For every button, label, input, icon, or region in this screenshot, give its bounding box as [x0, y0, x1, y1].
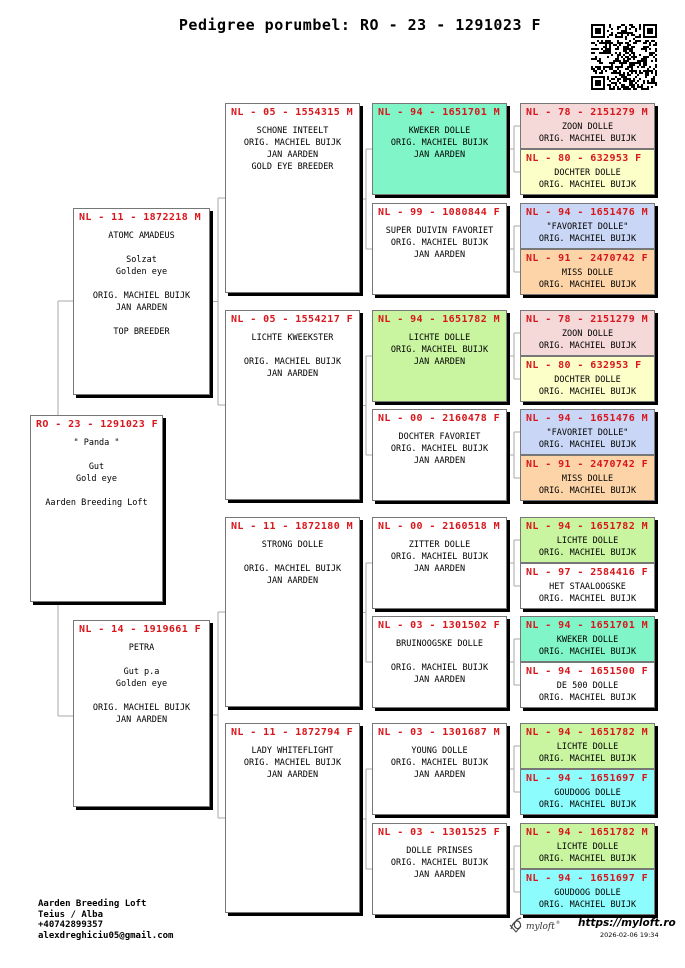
- ring-number: NL - 78 - 2151279 M: [526, 107, 648, 118]
- ring-number: NL - 03 - 1301687 M: [378, 727, 500, 738]
- pigeon-details: [373, 125, 506, 161]
- ring-number: NL - 80 - 632953 F: [526, 153, 642, 164]
- detail-line: ORIG. MACHIEL BUIJK: [538, 134, 637, 144]
- detail-line: ZOON DOLLE: [561, 122, 614, 132]
- great-grandparent-card[interactable]: [372, 616, 507, 708]
- detail-line: LICHTE KWEEKSTER: [251, 333, 334, 343]
- detail-line: STRONG DOLLE: [261, 540, 324, 550]
- ring-number: NL - 11 - 1872218 M: [79, 212, 201, 223]
- detail-line: "FAVORIET DOLLE": [546, 222, 629, 232]
- ring-number: NL - 91 - 2470742 F: [526, 253, 648, 264]
- detail-line: JAN AARDEN: [115, 715, 168, 725]
- great-grandparent-card[interactable]: [372, 517, 507, 609]
- detail-line: ORIG. MACHIEL BUIJK: [390, 858, 489, 868]
- gen4-ancestor-card[interactable]: [520, 103, 655, 149]
- great-grandparent-card[interactable]: [372, 723, 507, 815]
- ring-number: NL - 05 - 1554315 M: [231, 107, 353, 118]
- detail-line: DOCHTER DOLLE: [554, 375, 621, 385]
- detail-line: Gut: [88, 462, 105, 472]
- gen4-ancestor-card[interactable]: [520, 356, 655, 402]
- great-grandparent-card[interactable]: [372, 203, 507, 295]
- great-grandparent-card[interactable]: [372, 103, 507, 195]
- ring-number: NL - 05 - 1554217 F: [231, 314, 353, 325]
- pigeon-details: [521, 787, 654, 811]
- detail-line: LICHTE DOLLE: [408, 333, 471, 343]
- detail-line: JAN AARDEN: [413, 564, 466, 574]
- detail-line: TOP BREEDER: [113, 327, 170, 337]
- detail-line: BRUINOOGSKE DOLLE: [396, 639, 483, 649]
- detail-line: JAN AARDEN: [266, 770, 319, 780]
- pigeon-details: [521, 841, 654, 865]
- detail-line: Gut p.a: [123, 667, 160, 677]
- detail-line: ORIG. MACHIEL BUIJK: [538, 754, 637, 764]
- page-title: Pedigree porumbel: RO - 23 - 1291023 F: [178, 16, 542, 34]
- pigeon-details: [521, 121, 654, 145]
- myloft-logo: [507, 915, 569, 935]
- gen4-ancestor-card[interactable]: [520, 455, 655, 501]
- detail-line: YOUNG DOLLE: [411, 746, 468, 756]
- detail-line: JAN AARDEN: [266, 150, 319, 160]
- detail-line: ORIG. MACHIEL BUIJK: [538, 647, 637, 657]
- ring-number: NL - 94 - 1651697 F: [526, 773, 648, 784]
- breeder-location: Teius / Alba: [38, 909, 104, 920]
- pigeon-details: [521, 328, 654, 352]
- detail-line: [74, 690, 209, 702]
- great-grandparent-card[interactable]: [372, 823, 507, 915]
- detail-line: ORIG. MACHIEL BUIJK: [243, 357, 342, 367]
- detail-line: ZOON DOLLE: [561, 329, 614, 339]
- pigeon-details: [373, 845, 506, 881]
- detail-line: ORIG. MACHIEL BUIJK: [538, 180, 637, 190]
- detail-line: KWEKER DOLLE: [408, 126, 471, 136]
- ring-number: NL - 91 - 2470742 F: [526, 459, 648, 470]
- ring-number: NL - 78 - 2151279 M: [526, 314, 648, 325]
- pigeon-details: [521, 427, 654, 451]
- ring-number: NL - 94 - 1651476 M: [526, 207, 648, 218]
- detail-line: JAN AARDEN: [266, 576, 319, 586]
- sire-card[interactable]: [73, 208, 210, 395]
- pigeon-details: [373, 225, 506, 261]
- ring-number: NL - 80 - 632953 F: [526, 360, 642, 371]
- breeder-email: alexdreghiciu05@gmail.com: [38, 930, 174, 941]
- detail-line: ORIG. MACHIEL BUIJK: [390, 238, 489, 248]
- detail-line: ORIG. MACHIEL BUIJK: [538, 693, 637, 703]
- ring-number: NL - 11 - 1872794 F: [231, 727, 353, 738]
- detail-line: ORIG. MACHIEL BUIJK: [243, 138, 342, 148]
- pigeon-details: [31, 437, 162, 509]
- detail-line: "FAVORIET DOLLE": [546, 428, 629, 438]
- ring-number: NL - 03 - 1301502 F: [378, 620, 500, 631]
- pigeon-details: [373, 638, 506, 686]
- ring-number: NL - 94 - 1651476 M: [526, 413, 648, 424]
- detail-line: [226, 551, 359, 563]
- pigeon-details: [521, 887, 654, 911]
- pigeon-details: [521, 680, 654, 704]
- pigeon-details: [226, 332, 359, 380]
- ring-number: NL - 94 - 1651782 M: [378, 314, 500, 325]
- ring-number: NL - 94 - 1651701 M: [526, 620, 648, 631]
- detail-line: ORIG. MACHIEL BUIJK: [538, 341, 637, 351]
- gen4-ancestor-card[interactable]: [520, 517, 655, 563]
- gen4-ancestor-card[interactable]: [520, 563, 655, 609]
- gen4-ancestor-card[interactable]: [520, 249, 655, 295]
- detail-line: [74, 314, 209, 326]
- detail-line: Aarden Breeding Loft: [45, 498, 148, 508]
- detail-line: [31, 485, 162, 497]
- detail-line: DE 500 DOLLE: [556, 681, 619, 691]
- detail-line: ORIG. MACHIEL BUIJK: [92, 703, 191, 713]
- ring-number: NL - 94 - 1651697 F: [526, 873, 648, 884]
- detail-line: ORIG. MACHIEL BUIJK: [538, 854, 637, 864]
- detail-line: DOLLE PRINSES: [406, 846, 473, 856]
- pigeon-details: [521, 374, 654, 398]
- detail-line: [74, 242, 209, 254]
- detail-line: JAN AARDEN: [413, 456, 466, 466]
- dam-card[interactable]: [73, 620, 210, 807]
- pigeon-details: [521, 741, 654, 765]
- detail-line: ZITTER DOLLE: [408, 540, 471, 550]
- print-timestamp: 2026-02-06 19:34: [600, 931, 659, 939]
- detail-line: ORIG. MACHIEL BUIJK: [390, 758, 489, 768]
- ring-number: NL - 11 - 1872180 M: [231, 521, 353, 532]
- detail-line: ORIG. MACHIEL BUIJK: [92, 291, 191, 301]
- detail-line: ORIG. MACHIEL BUIJK: [538, 440, 637, 450]
- pigeon-details: [74, 642, 209, 726]
- detail-line: ORIG. MACHIEL BUIJK: [538, 900, 637, 910]
- pigeon-details: [373, 332, 506, 368]
- gen4-ancestor-card[interactable]: [520, 662, 655, 708]
- detail-line: PETRA: [128, 643, 155, 653]
- ring-number: NL - 00 - 2160518 M: [378, 521, 500, 532]
- detail-line: JAN AARDEN: [413, 150, 466, 160]
- detail-line: GOUDOOG DOLLE: [554, 788, 621, 798]
- pigeon-details: [521, 221, 654, 245]
- detail-line: ORIG. MACHIEL BUIJK: [538, 548, 637, 558]
- detail-line: Golden eye: [115, 679, 168, 689]
- detail-line: ORIG. MACHIEL BUIJK: [538, 594, 637, 604]
- pigeon-details: [373, 431, 506, 467]
- grandparent-card[interactable]: [225, 517, 360, 707]
- detail-line: ORIG. MACHIEL BUIJK: [243, 564, 342, 574]
- gen4-ancestor-card[interactable]: [520, 723, 655, 769]
- gen4-ancestor-card[interactable]: [520, 823, 655, 869]
- gen4-ancestor-card[interactable]: [520, 616, 655, 662]
- detail-line: LICHTE DOLLE: [556, 842, 619, 852]
- detail-line: Golden eye: [115, 267, 168, 277]
- pigeon-details: [521, 267, 654, 291]
- gen4-ancestor-card[interactable]: [520, 869, 655, 915]
- detail-line: JAN AARDEN: [266, 369, 319, 379]
- detail-line: ORIG. MACHIEL BUIJK: [390, 444, 489, 454]
- ring-number: NL - 94 - 1651782 M: [526, 827, 648, 838]
- detail-line: [74, 278, 209, 290]
- detail-line: JAN AARDEN: [413, 770, 466, 780]
- detail-line: DOCHTER DOLLE: [554, 168, 621, 178]
- detail-line: [373, 650, 506, 662]
- detail-line: JAN AARDEN: [115, 303, 168, 313]
- grandparent-card[interactable]: [225, 310, 360, 500]
- pigeon-details: [373, 745, 506, 781]
- ring-number: NL - 03 - 1301525 F: [378, 827, 500, 838]
- ring-number: RO - 23 - 1291023 F: [36, 419, 158, 430]
- pigeon-details: [521, 167, 654, 191]
- detail-line: GOUDOOG DOLLE: [554, 888, 621, 898]
- detail-line: SCHONE INTEELT: [256, 126, 329, 136]
- ring-number: NL - 97 - 2584416 F: [526, 567, 648, 578]
- detail-line: JAN AARDEN: [413, 250, 466, 260]
- detail-line: JAN AARDEN: [413, 675, 466, 685]
- subject-card[interactable]: [30, 415, 163, 602]
- breeder-name: Aarden Breeding Loft: [38, 899, 147, 909]
- detail-line: HET STAALOOGSKE: [549, 582, 626, 592]
- detail-line: ATOMC AMADEUS: [108, 231, 175, 241]
- grandparent-card[interactable]: [225, 723, 360, 913]
- pigeon-details: [521, 535, 654, 559]
- detail-line: ORIG. MACHIEL BUIJK: [390, 663, 489, 673]
- pigeon-details: [226, 125, 359, 173]
- ring-number: NL - 94 - 1651782 M: [526, 521, 648, 532]
- website-link[interactable]: https://myloft.ro: [578, 917, 676, 929]
- detail-line: JAN AARDEN: [413, 357, 466, 367]
- ring-number: NL - 94 - 1651782 M: [526, 727, 648, 738]
- detail-line: JAN AARDEN: [413, 870, 466, 880]
- svg-text:®: ®: [556, 920, 560, 925]
- detail-line: ORIG. MACHIEL BUIJK: [538, 387, 637, 397]
- breeder-contact: [38, 899, 173, 941]
- pigeon-details: [521, 581, 654, 605]
- svg-text:myloft: myloft: [526, 922, 555, 932]
- detail-line: ORIG. MACHIEL BUIJK: [390, 552, 489, 562]
- detail-line: Solzat: [126, 255, 157, 265]
- gen4-ancestor-card[interactable]: [520, 409, 655, 455]
- detail-line: GOLD EYE BREEDER: [251, 162, 334, 172]
- ring-number: NL - 14 - 1919661 F: [79, 624, 201, 635]
- detail-line: DOCHTER FAVORIET: [398, 432, 481, 442]
- gen4-ancestor-card[interactable]: [520, 203, 655, 249]
- detail-line: LICHTE DOLLE: [556, 742, 619, 752]
- detail-line: ORIG. MACHIEL BUIJK: [390, 345, 489, 355]
- gen4-ancestor-card[interactable]: [520, 310, 655, 356]
- breeder-phone: +40742899357: [38, 920, 104, 930]
- detail-line: SUPER DUIVIN FAVORIET: [385, 226, 494, 236]
- detail-line: [31, 449, 162, 461]
- detail-line: MISS DOLLE: [561, 268, 614, 278]
- detail-line: ORIG. MACHIEL BUIJK: [243, 758, 342, 768]
- detail-line: ORIG. MACHIEL BUIJK: [538, 800, 637, 810]
- detail-line: LICHTE DOLLE: [556, 536, 619, 546]
- ring-number: NL - 94 - 1651701 M: [378, 107, 500, 118]
- great-grandparent-card[interactable]: [372, 409, 507, 501]
- gen4-ancestor-card[interactable]: [520, 149, 655, 195]
- detail-line: [226, 344, 359, 356]
- pigeon-details: [74, 230, 209, 338]
- ring-number: NL - 00 - 2160478 F: [378, 413, 500, 424]
- pigeon-details: [521, 473, 654, 497]
- pigeon-details: [226, 745, 359, 781]
- ring-number: NL - 99 - 1080844 F: [378, 207, 500, 218]
- gen4-ancestor-card[interactable]: [520, 769, 655, 815]
- detail-line: ORIG. MACHIEL BUIJK: [390, 138, 489, 148]
- ring-number: NL - 94 - 1651500 F: [526, 666, 648, 677]
- detail-line: LADY WHITEFLIGHT: [251, 746, 334, 756]
- detail-line: ORIG. MACHIEL BUIJK: [538, 234, 637, 244]
- detail-line: Gold eye: [76, 474, 117, 484]
- pigeon-details: [373, 539, 506, 575]
- detail-line: " Panda ": [73, 438, 120, 448]
- detail-line: ORIG. MACHIEL BUIJK: [538, 486, 637, 496]
- pigeon-details: [226, 539, 359, 587]
- grandparent-card[interactable]: [225, 103, 360, 293]
- detail-line: KWEKER DOLLE: [556, 635, 619, 645]
- great-grandparent-card[interactable]: [372, 310, 507, 402]
- detail-line: MISS DOLLE: [561, 474, 614, 484]
- detail-line: [74, 654, 209, 666]
- detail-line: ORIG. MACHIEL BUIJK: [538, 280, 637, 290]
- pigeon-details: [521, 634, 654, 658]
